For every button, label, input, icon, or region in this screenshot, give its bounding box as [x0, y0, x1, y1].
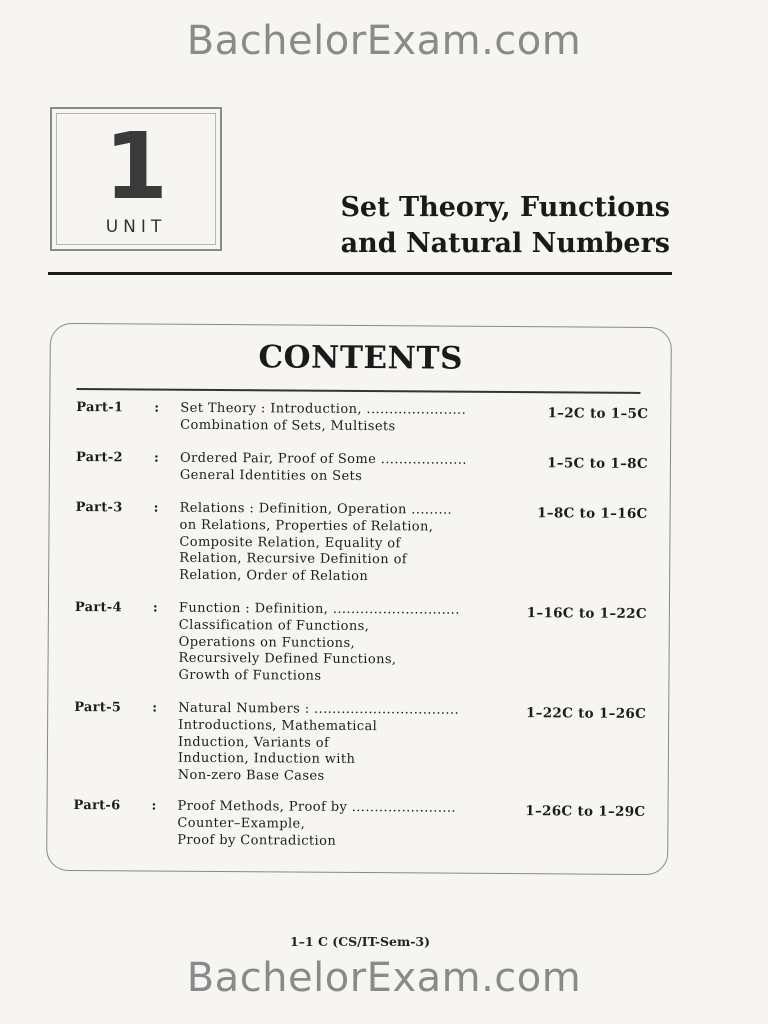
part-colon: :: [152, 600, 158, 616]
contents-panel: [46, 323, 672, 875]
part-label: Part-5: [74, 700, 122, 716]
part-description-line: Proof Methods, Proof by .......................: [177, 798, 457, 816]
part-label: Part-2: [75, 450, 123, 466]
contents-divider: [76, 388, 640, 393]
part-description: [178, 701, 519, 787]
part-label: Part-3: [75, 500, 123, 516]
part-description-line: Natural Numbers : ................................: [178, 700, 460, 718]
part-description: [178, 601, 519, 687]
watermark-top: BachelorExam.com: [186, 18, 582, 64]
part-description: [180, 401, 520, 437]
chapter-title-line-2: and Natural Numbers: [340, 228, 670, 259]
part-colon: :: [153, 500, 159, 516]
part-page-range: 1–22C to 1–26C: [525, 705, 647, 723]
part-description-line: Function : Definition, ............................: [178, 600, 460, 618]
part-description-line: Induction, Induction with: [177, 751, 356, 768]
part-page-range: 1–5C to 1–8C: [547, 455, 649, 473]
part-colon: :: [153, 450, 159, 466]
part-label: Part-4: [74, 600, 122, 616]
part-description-line: Composite Relation, Equality of: [179, 534, 401, 551]
title-divider: [48, 272, 672, 275]
part-page-range: 1–16C to 1–22C: [526, 605, 647, 623]
part-page-range: 1–8C to 1–16C: [537, 505, 648, 523]
part-colon: :: [151, 798, 157, 814]
part-description-line: Recursively Defined Functions,: [178, 651, 397, 668]
contents-heading: CONTENTS: [258, 339, 464, 377]
page-footer-code: 1–1 C (CS/IT-Sem-3): [289, 934, 431, 949]
contents-entry-part-3: [50, 500, 670, 585]
part-description: [180, 451, 520, 487]
unit-badge: [50, 107, 222, 251]
part-page-range: 1–2C to 1–5C: [547, 405, 649, 423]
contents-entry-part-5: [48, 700, 668, 784]
contents-entry-part-4: [49, 600, 669, 684]
contents-entry-part-1: [50, 400, 670, 435]
part-description-line: Proof by Contradiction: [177, 832, 337, 849]
part-description: [179, 501, 520, 587]
part-description: [177, 799, 517, 852]
part-description-line: Non-zero Base Cases: [177, 767, 325, 784]
watermark-bottom: BachelorExam.com: [186, 955, 582, 1001]
chapter-title: [340, 190, 670, 262]
part-label: Part-6: [73, 798, 121, 814]
part-description-line: on Relations, Properties of Relation,: [179, 517, 434, 535]
part-description-line: Growth of Functions: [178, 667, 322, 684]
chapter-title-line-1: Set Theory, Functions: [340, 192, 670, 223]
unit-label: UNIT: [105, 217, 167, 237]
part-description-line: Combination of Sets, Multisets: [180, 417, 396, 435]
part-label: Part-1: [76, 400, 124, 416]
contents-entry-part-2: [50, 450, 670, 484]
part-description-line: Relation, Recursive Definition of: [179, 551, 408, 568]
part-colon: :: [154, 400, 160, 416]
part-description-line: Induction, Variants of: [177, 734, 330, 751]
unit-number: 1: [103, 113, 168, 220]
part-description-line: Classification of Functions,: [178, 617, 370, 634]
part-description-line: General Identities on Sets: [179, 467, 363, 484]
part-description-line: Operations on Functions,: [178, 634, 356, 651]
part-description-line: Relation, Order of Relation: [179, 567, 369, 585]
part-description-line: Counter–Example,: [177, 815, 306, 832]
part-description-line: Relations : Definition, Operation .........: [179, 500, 453, 518]
contents-entry-part-6: [48, 798, 668, 849]
part-description-line: Introductions, Mathematical: [178, 717, 378, 734]
part-description-line: Ordered Pair, Proof of Some ...................: [179, 450, 467, 468]
part-colon: :: [152, 700, 158, 716]
part-description-line: Set Theory : Introduction, ......................: [180, 400, 467, 418]
part-page-range: 1–26C to 1–29C: [525, 803, 646, 821]
